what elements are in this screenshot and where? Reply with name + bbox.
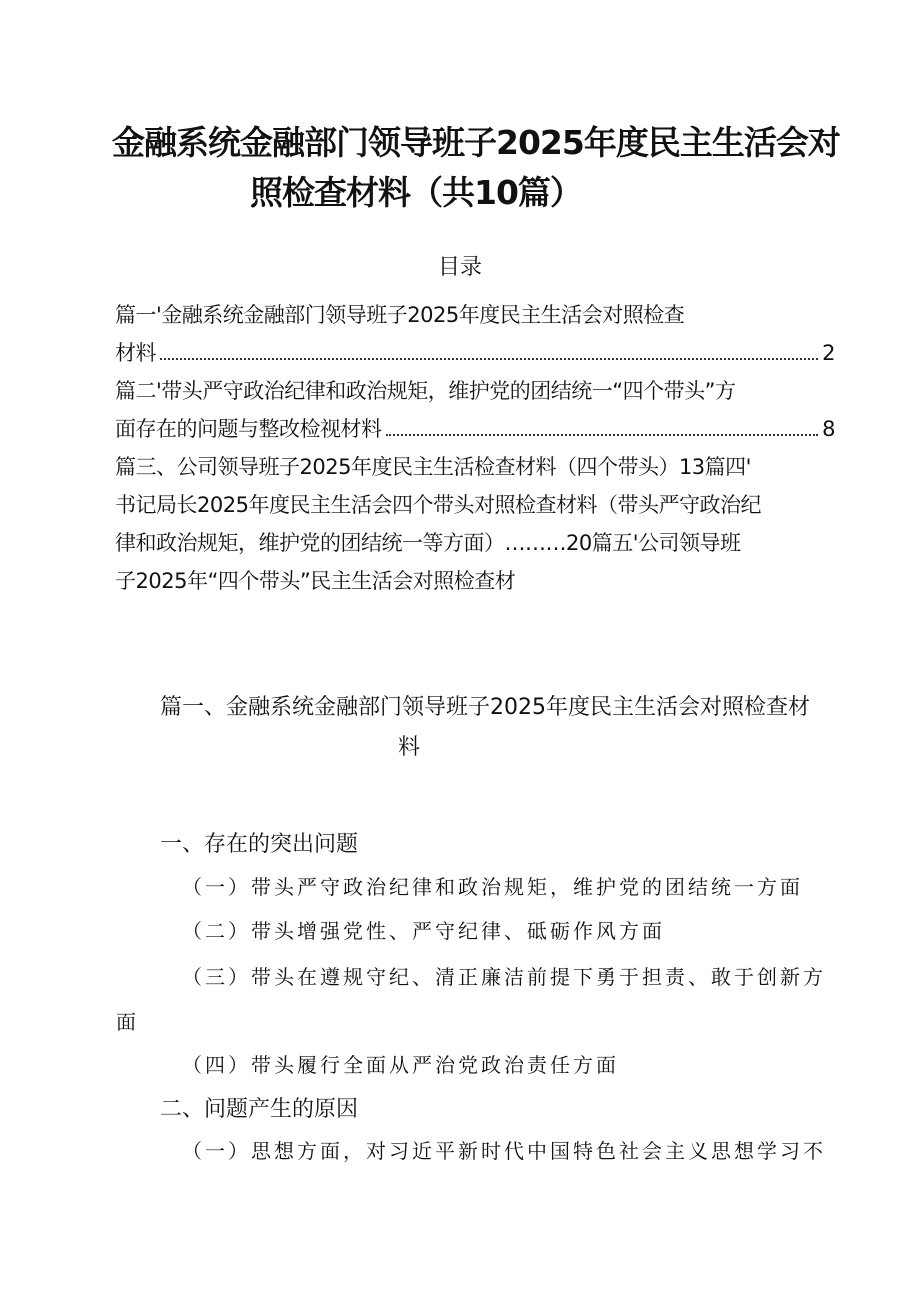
section-title-line-2: 料 <box>398 735 421 760</box>
problem-item-1: （一）带头严守政治纪律和政治规矩，维护党的团结统一方面 <box>182 875 803 899</box>
toc-heading: 目录 <box>437 255 482 280</box>
toc-item-3-line-3[interactable]: 律和政治规矩，维护党的团结统一等方面）………20篇五'公司领导班 <box>115 531 741 555</box>
toc-item-3-line-1[interactable]: 篇三、公司领导班子2025年度民主生活检查材料（四个带头）13篇四' <box>115 455 751 479</box>
document-title-line-1: 金融系统金融部门领导班子2025年度民主生活会对 <box>112 123 840 162</box>
toc-item-2-row[interactable] <box>115 410 835 448</box>
heading-existing-problems: 一、存在的突出问题 <box>160 832 359 857</box>
cause-item-1: （一）思想方面，对习近平新时代中国特色社会主义思想学习不 <box>182 1139 826 1163</box>
problem-item-3-line-1: （三）带头在遵规守纪、清正廉洁前提下勇于担责、敢于创新方 <box>182 965 826 989</box>
heading-problem-causes: 二、问题产生的原因 <box>160 1097 359 1122</box>
section-title-line-1: 篇一、金融系统金融部门领导班子2025年度民主生活会对照检查材 <box>160 695 810 720</box>
toc-item-3-line-4[interactable]: 子2025年“四个带头”民主生活会对照检查材 <box>115 569 516 593</box>
toc-leader-dots <box>386 433 819 436</box>
document-title-line-2: 照检查材料（共10篇） <box>250 173 582 212</box>
toc-item-2-line-1[interactable]: 篇二'带头严守政治纪律和政治规矩，维护党的团结统一“四个带头”方 <box>115 379 736 403</box>
toc-item-1-line-1[interactable]: 篇一'金融系统金融部门领导班子2025年度民主生活会对照检查 <box>115 303 685 327</box>
toc-item-1-line-2: 材料 <box>115 341 156 365</box>
toc-item-2-page: 8 <box>822 417 835 441</box>
toc-item-3-line-2[interactable]: 书记局长2025年度民主生活会四个带头对照检查材料（带头严守政治纪 <box>115 493 761 517</box>
document-title <box>100 118 840 218</box>
problem-item-3-line-2: 面 <box>116 1010 139 1034</box>
problem-item-2: （二）带头增强党性、严守纪律、砥砺作风方面 <box>182 919 665 943</box>
problem-item-4: （四）带头履行全面从严治党政治责任方面 <box>182 1053 619 1077</box>
section-title <box>160 688 840 768</box>
toc-leader-dots <box>160 357 818 360</box>
table-of-contents <box>115 296 835 600</box>
toc-item-1-row[interactable] <box>115 334 835 372</box>
toc-item-1-page: 2 <box>822 341 835 365</box>
toc-item-2-line-2: 面存在的问题与整改检视材料 <box>115 417 382 441</box>
